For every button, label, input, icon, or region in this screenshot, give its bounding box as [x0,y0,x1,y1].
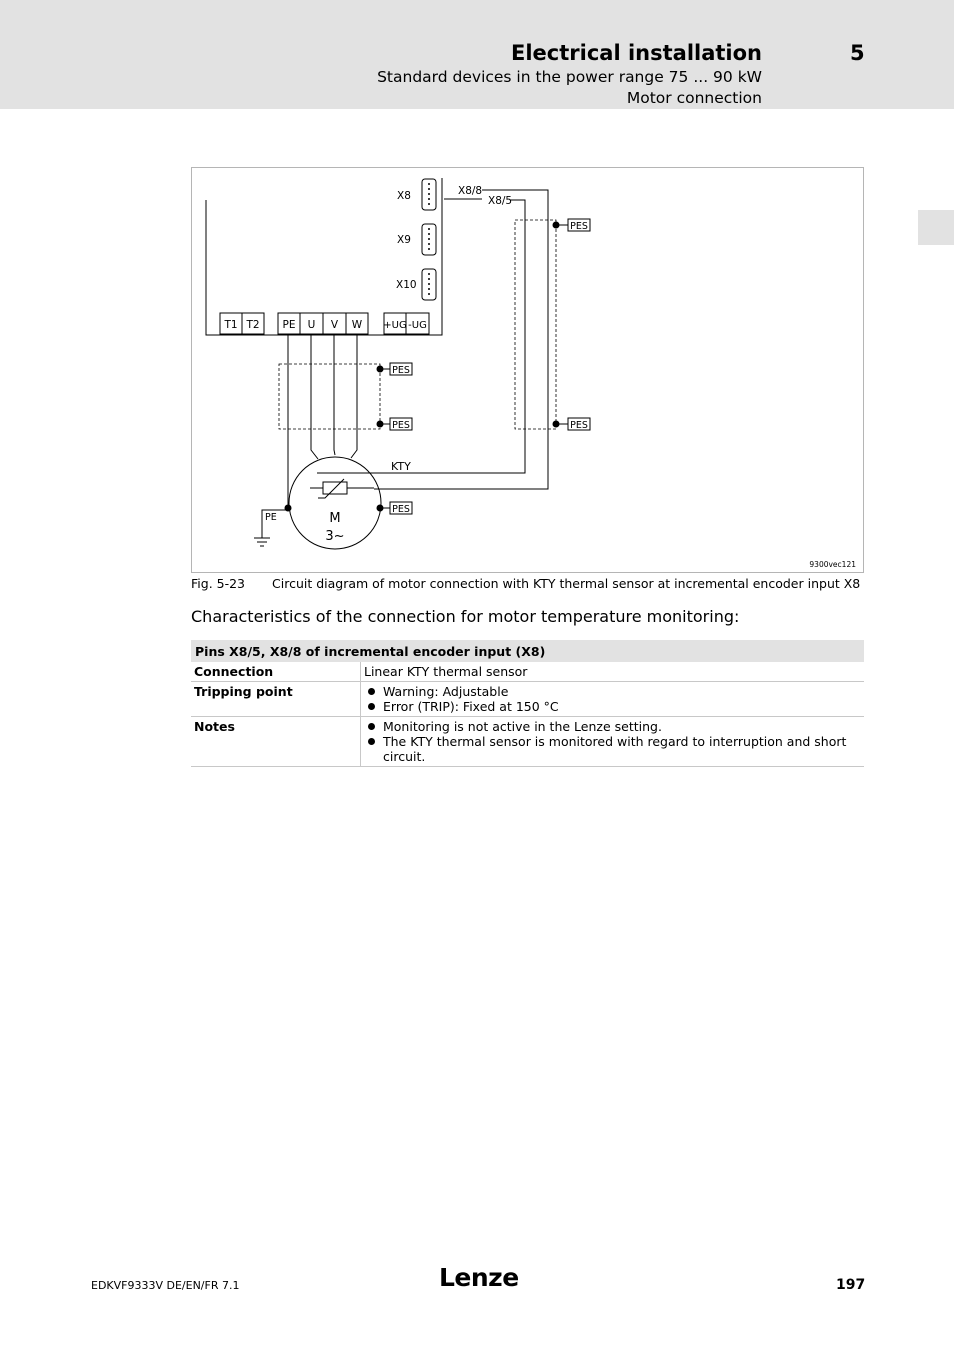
bullet-item: The KTY thermal sensor is monitored with regard to interruption and short circuit. [364,734,861,764]
figure-id: 9300vec121 [809,560,856,569]
terminal-pe: PE [282,319,296,331]
terminal-v: V [330,319,339,331]
label-x8-8: X8/8 [458,185,483,197]
characteristics-table [191,640,864,767]
row-label-connection: Connection [191,662,361,682]
motor-phase-label: 3~ [325,529,345,544]
label-x8-5: X8/5 [488,195,513,207]
table-header: Pins X8/5, X8/8 of incremental encoder input (X8) [191,640,864,662]
terminal-u: U [307,319,316,331]
wire-v [334,335,335,455]
kty-label: KTY [391,460,411,473]
terminal-t1: T1 [224,319,238,331]
pe-label: PE [265,512,277,523]
circuit-diagram-figure [191,167,864,573]
pes-dot-3 [377,505,384,512]
figure-number: Fig. 5-23 [191,576,246,591]
section-heading: Characteristics of the connection for motor temperature monitoring: [191,607,740,626]
motor-m-label: M [329,511,341,526]
bullet-item: Error (TRIP): Fixed at 150 °C [364,699,861,714]
pes-label-5: PES [570,420,588,431]
document-code: EDKVF9333V DE/EN/FR 7.1 [91,1279,240,1292]
page-subtitle-2: Motor connection [626,89,762,107]
header-band [0,0,954,109]
wire-u [311,335,318,459]
label-x8: X8 [397,190,411,202]
bullet-item: Warning: Adjustable [364,684,861,699]
row-value-tripping-point [361,682,865,717]
circuit-diagram [192,168,865,574]
pes-label-4: PES [570,221,588,232]
terminal-w: W [351,319,363,331]
terminal-minus-ug: -UG [408,320,427,331]
terminal-plus-ug: +UG [383,320,407,331]
label-x10: X10 [396,279,417,291]
bullet-item: Monitoring is not active in the Lenze setting. [364,719,861,734]
pes-dot-5 [553,421,560,428]
wire-x8-5 [317,200,525,473]
chapter-number: 5 [850,41,865,65]
page-number: 197 [836,1277,866,1293]
pes-dot-1 [377,366,384,373]
encoder-cable-shield [515,220,556,429]
pes-dot-2 [377,421,384,428]
table-row [191,662,864,682]
pes-label-2: PES [392,420,410,431]
table-row [191,717,864,767]
wire-w [351,335,357,458]
table-row [191,682,864,717]
row-label-notes: Notes [191,717,361,767]
figure-caption: Circuit diagram of motor connection with KTY thermal sensor at incremental encoder input X8 [272,576,861,591]
label-x9: X9 [397,234,411,246]
pes-label-1: PES [392,365,410,376]
pe-dot [285,505,292,512]
lenze-logo: Lenze [439,1263,519,1292]
row-value-notes [361,717,865,767]
ground-icon [254,538,270,546]
terminal-t2: T2 [246,319,260,331]
chapter-side-tab [918,210,954,245]
page-subtitle-1: Standard devices in the power range 75 ... 90 kW [377,68,762,86]
motor-cable-shield [279,364,380,429]
row-label-tripping-point: Tripping point [191,682,361,717]
row-value-connection: Linear KTY thermal sensor [361,662,865,682]
pes-label-3: PES [392,504,410,515]
pes-dot-4 [553,222,560,229]
page-title: Electrical installation [511,41,762,65]
